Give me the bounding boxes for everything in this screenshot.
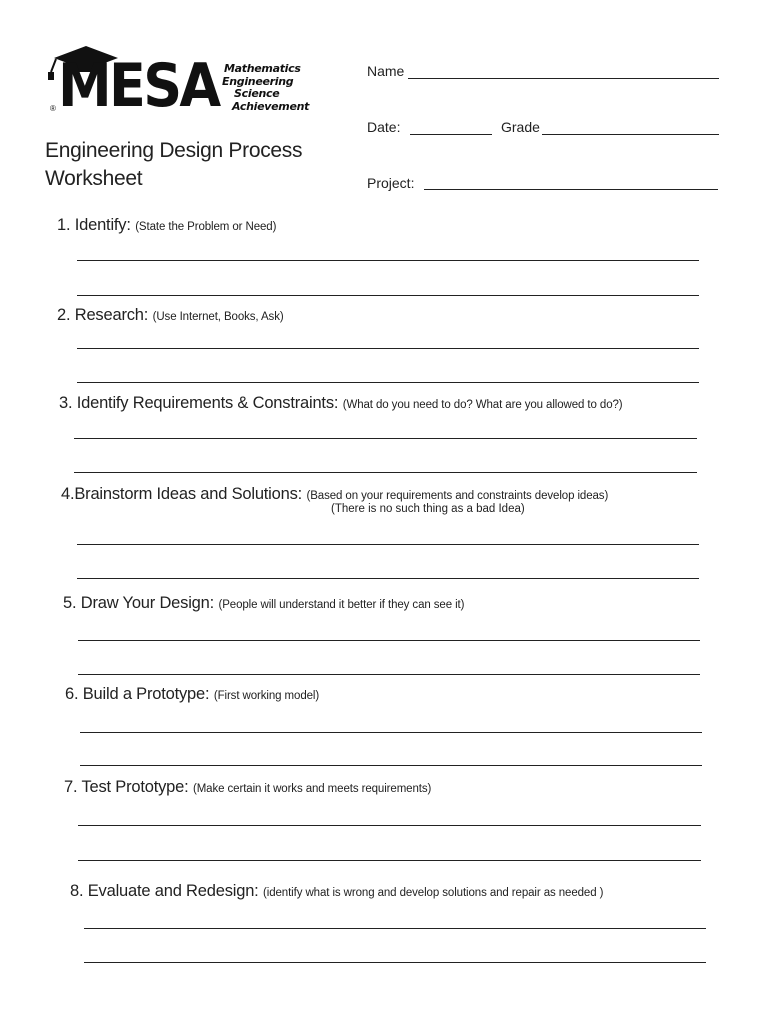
section-label: 3. Identify Requirements & Constraints: [59,394,339,412]
logo-tagline-line: Engineering [222,74,294,88]
section-hint-secondary: (There is no such thing as a bad Idea) [331,503,525,515]
section-hint: (What do you need to do? What are you allowed to do?) [342,399,623,411]
date-write-line[interactable] [410,134,492,135]
logo-tagline-line: Achievement [232,99,310,113]
answer-line[interactable] [77,260,699,261]
logo-tagline-line: Mathematics [224,62,301,75]
section-hint: (State the Problem or Need) [135,221,277,233]
name-label: Name [367,63,405,79]
answer-line[interactable] [78,674,700,675]
section-brainstorm [61,485,608,504]
name-write-line[interactable] [408,78,719,79]
section-hint: (Use Internet, Books, Ask) [152,311,284,323]
section-label: 5. Draw Your Design: [63,594,215,612]
answer-line[interactable] [77,295,699,296]
worksheet-title [45,137,302,193]
section-research [57,306,284,325]
answer-line[interactable] [77,382,699,383]
grade-label: Grade [501,119,540,135]
answer-line[interactable] [78,825,701,826]
mesa-logo [42,44,322,120]
title-line: Engineering Design Process [45,139,303,162]
section-draw-design [63,594,464,613]
answer-line[interactable] [77,348,699,349]
section-evaluate-redesign [70,882,603,901]
project-field [367,175,414,191]
date-field [367,119,400,135]
answer-line[interactable] [77,544,699,545]
section-hint: (People will understand it better if they can see it) [218,599,465,611]
grade-field [501,119,540,135]
answer-line[interactable] [74,438,697,439]
name-field [367,63,404,79]
answer-line[interactable] [80,765,702,766]
answer-line[interactable] [78,860,701,861]
logo-tagline [218,63,309,113]
section-label: 4.Brainstorm Ideas and Solutions: [61,485,303,503]
answer-line[interactable] [84,928,706,929]
answer-line[interactable] [84,962,706,963]
section-test-prototype [64,778,431,797]
title-line: Worksheet [45,167,143,190]
section-hint: (First working model) [213,690,320,702]
date-label: Date: [367,119,401,135]
answer-line[interactable] [77,578,699,579]
logo-tagline-line: Science [234,87,280,100]
section-label: 1. Identify: [57,216,131,234]
section-hint: (identify what is wrong and develop solutions and repair as needed ) [263,887,604,899]
project-label: Project: [367,175,415,191]
answer-line[interactable] [78,640,700,641]
section-identify [57,216,276,235]
section-label: 8. Evaluate and Redesign: [70,882,259,900]
registered-mark: ® [50,104,56,113]
section-label: 6. Build a Prototype: [65,685,210,703]
grade-write-line[interactable] [542,134,719,135]
section-label: 7. Test Prototype: [64,778,189,796]
project-write-line[interactable] [424,189,718,190]
answer-line[interactable] [80,732,702,733]
answer-line[interactable] [74,472,697,473]
section-hint: (Make certain it works and meets requirements) [192,783,432,795]
section-hint: (Based on your requirements and constraints develop ideas) [306,490,609,502]
section-label: 2. Research: [57,306,149,324]
section-requirements [59,394,623,413]
logo-wordmark: MESA [58,51,219,121]
section-build-prototype [65,685,319,704]
